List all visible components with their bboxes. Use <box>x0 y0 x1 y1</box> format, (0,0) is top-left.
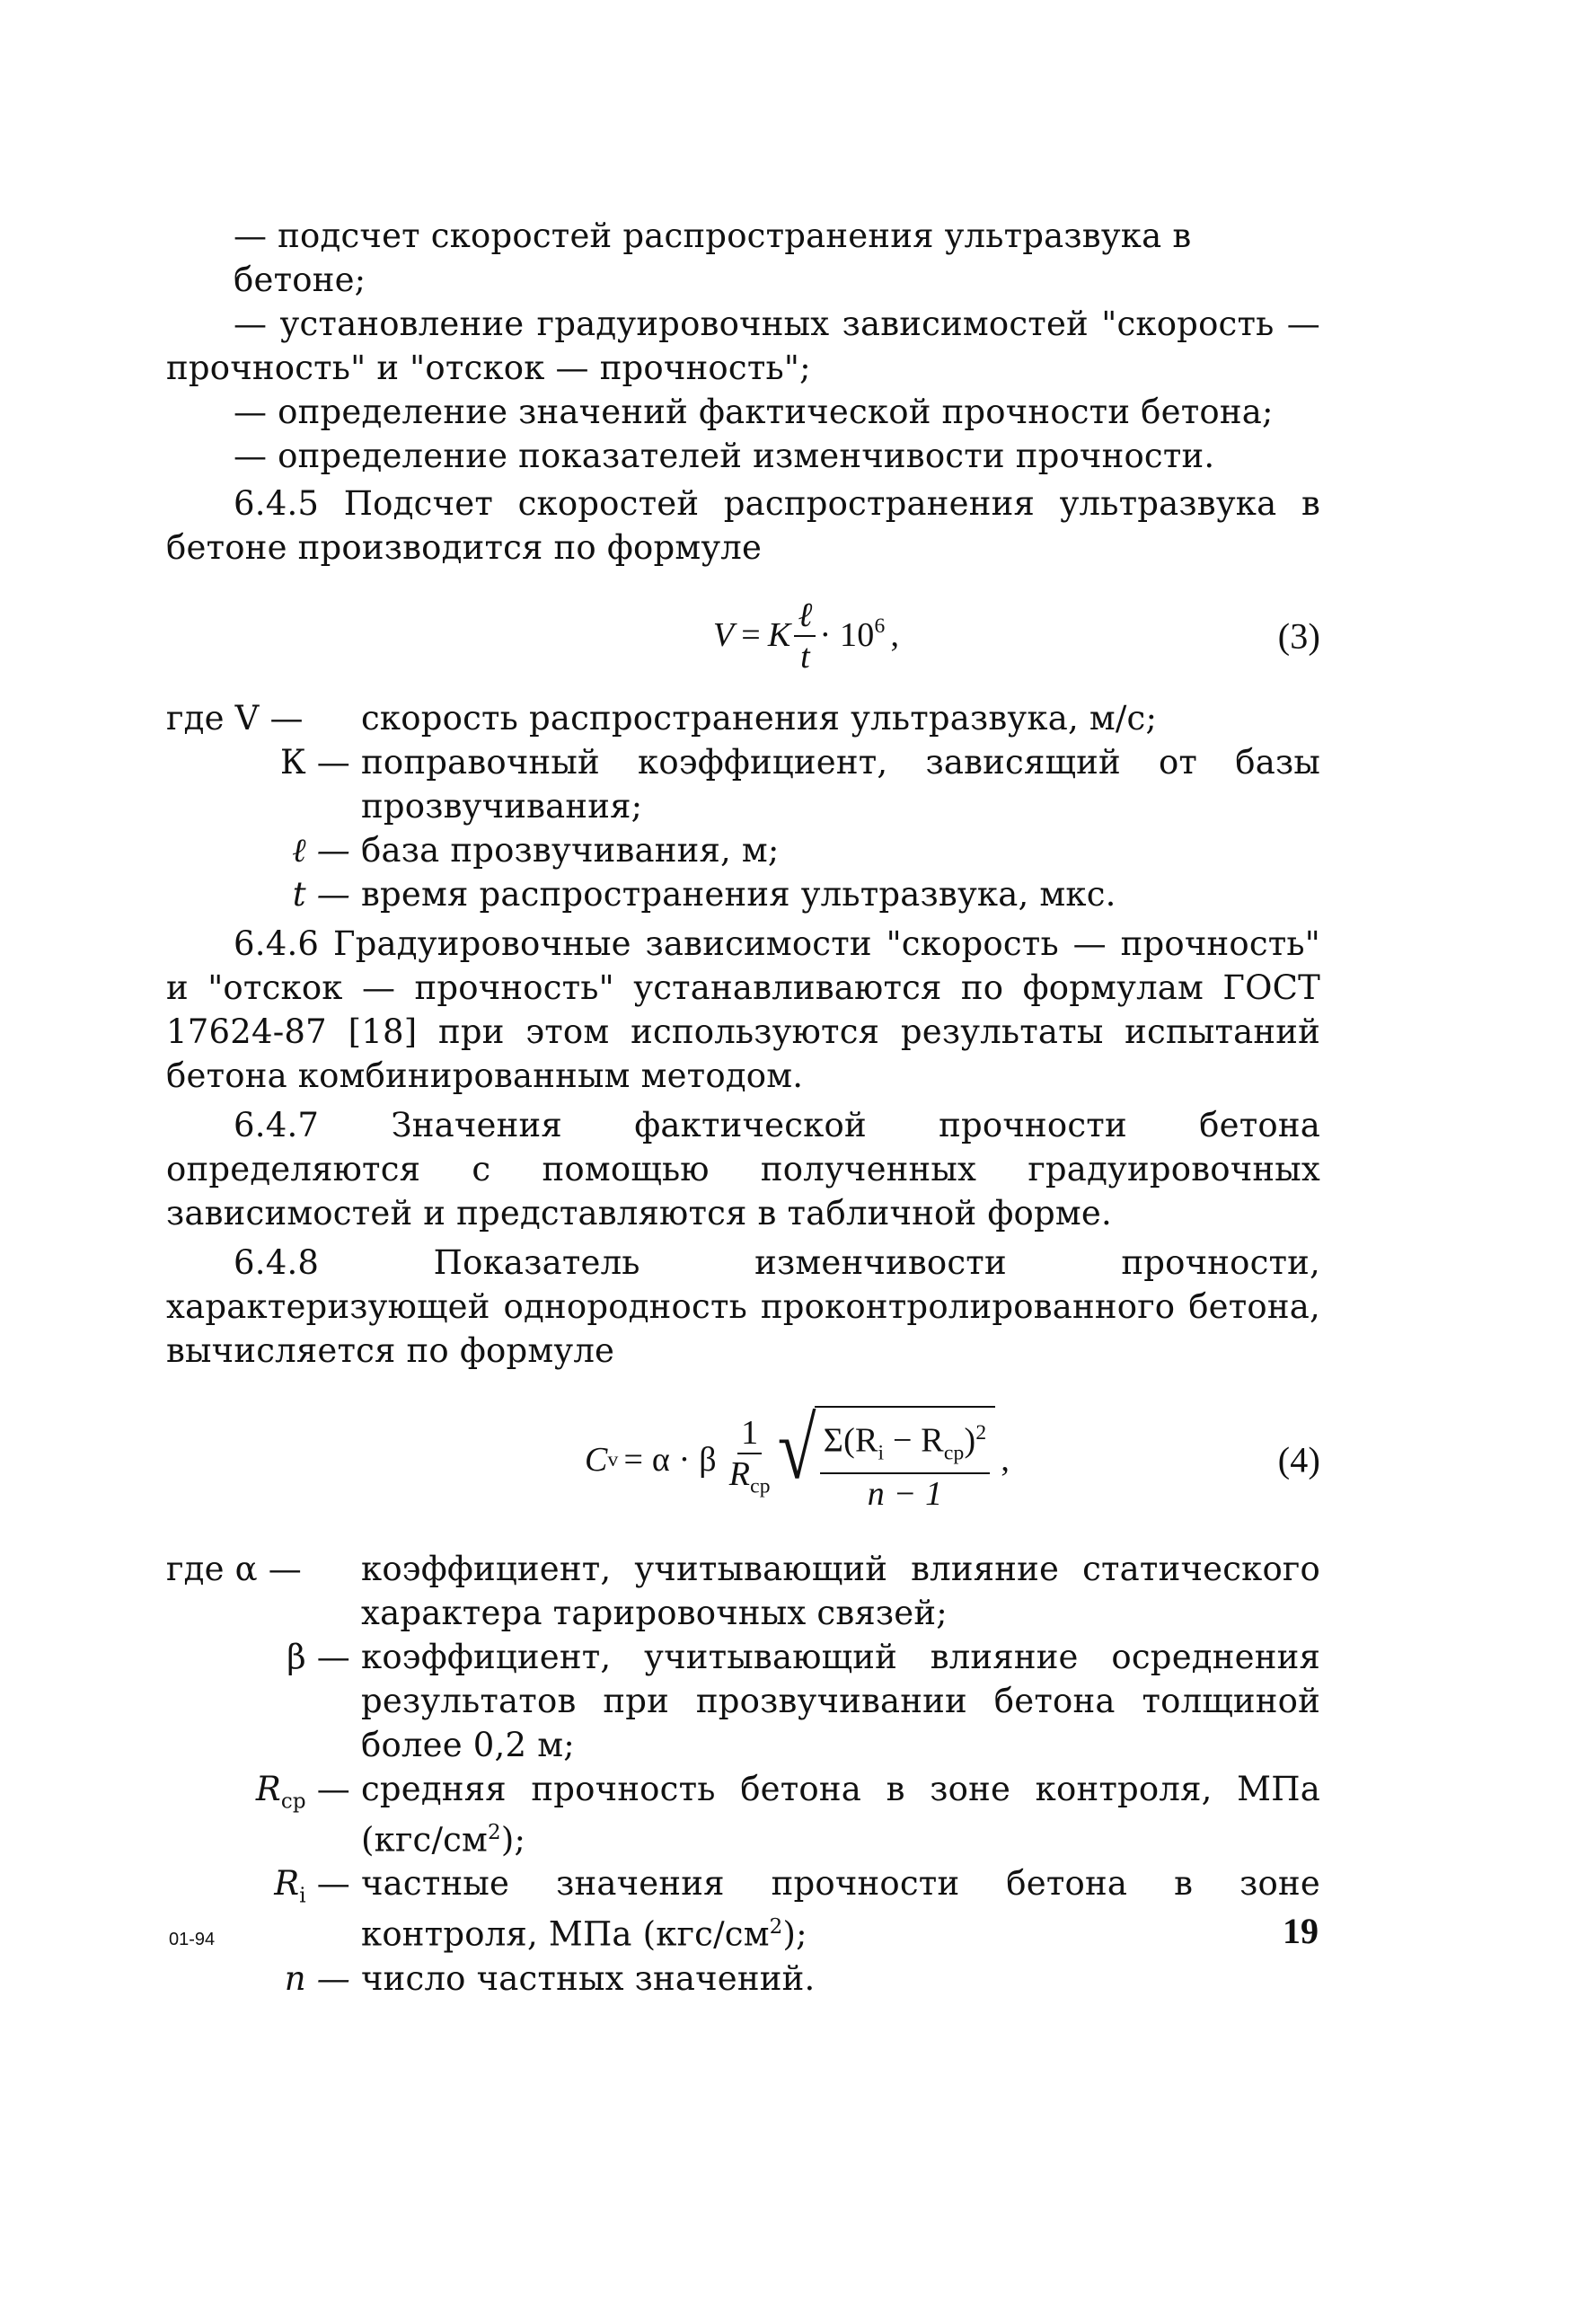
definition-row: $R_{ср}$ — средняя прочность бетона в зоне контроля, МПа $(кгс/см^2)$; <box>255 1770 1320 1860</box>
list-item: — установление градуировочных зависимостей "скорость — прочность" и "отскок — прочность"; <box>166 305 1320 387</box>
formula-symbol: K <box>767 616 791 654</box>
equation-number: (4) <box>1277 1439 1320 1480</box>
paragraph-6-4-6: 6.4.6 Градуировочные зависимости "скорость — прочность" и "отскок — прочность" устанавливаются по формулам ГОСТ 17624-87 [18] при этом используются результаты испытаний бетона комбинированным методом. <box>166 924 1320 1095</box>
definition-row: β — коэффициент, учитывающий влияние осреднения результатов при прозвучивании бетона толщиной более 0,2 м; <box>287 1638 1320 1764</box>
paragraph-6-4-5: 6.4.5 Подсчет скоростей распространения ультразвука в бетоне производится по формуле <box>166 484 1320 567</box>
formula-symbol: = <box>741 616 761 654</box>
formula-exponent: 6 <box>874 614 886 638</box>
definition-row: $R_i$ — частные значения прочности бетона в зоне контроля, МПа $(кгс/см^2)$; <box>274 1864 1320 1954</box>
formula-fraction: $\frac{1}{R_{ср}}$ <box>728 1414 771 1498</box>
list-item: — определение показателей изменчивости прочности. <box>234 437 1215 475</box>
definition-row: К — поправочный коэффициент, зависящий от базы прозвучивания; <box>280 743 1320 826</box>
definition-row: где V — скорость распространения ультразвука, м/с; <box>166 699 1158 738</box>
formula-4 <box>166 1392 1320 1527</box>
page-number: 19 <box>1283 1911 1319 1951</box>
formula-subscript: v <box>607 1447 619 1471</box>
formula-symbol: , <box>890 616 900 654</box>
formula-symbol: C <box>584 1440 608 1479</box>
formula-symbol: · 10 <box>819 616 875 654</box>
definitions-3 <box>166 696 1320 916</box>
list-item: — подсчет скоростей распространения ультразвука в бетоне; <box>234 216 1192 299</box>
paragraph-6-4-7: 6.4.7 Значения фактической прочности бетона определяются с помощью полученных градуировочных зависимостей и представляются в табличной форме. <box>166 1106 1320 1233</box>
definitions-4 <box>166 1547 1320 2001</box>
formula-symbol: , <box>1001 1440 1010 1479</box>
definition-row: t — время распространения ультразвука, мкс. <box>292 875 1116 914</box>
list-item: — определение значений фактической прочности бетона; <box>234 393 1274 431</box>
definition-row: где α — коэффициент, учитывающий влияние статического характера тарировочных связей; <box>166 1550 1320 1632</box>
definition-row: n — число частных значений. <box>284 1958 816 1998</box>
equation-number: (3) <box>1277 615 1320 656</box>
formula-3 <box>166 575 1320 696</box>
document-code: 01-94 <box>169 1930 216 1949</box>
body-text <box>166 214 1320 2001</box>
formula-symbol: V <box>712 616 735 654</box>
definition-row: ℓ — база прозвучивания, м; <box>292 831 780 870</box>
formula-fraction: $\frac{\text{ℓ}}{t}$ <box>794 596 816 676</box>
formula-symbol: = α · β <box>623 1440 717 1479</box>
paragraph-6-4-8: 6.4.8 Показатель изменчивости прочности, характеризующей однородность проконтролированного бетона, вычисляется по формуле <box>166 1243 1320 1370</box>
square-root: √ $\frac{\Sigma(R_i - R_{ср})^2}{n - 1}$ <box>778 1406 996 1514</box>
